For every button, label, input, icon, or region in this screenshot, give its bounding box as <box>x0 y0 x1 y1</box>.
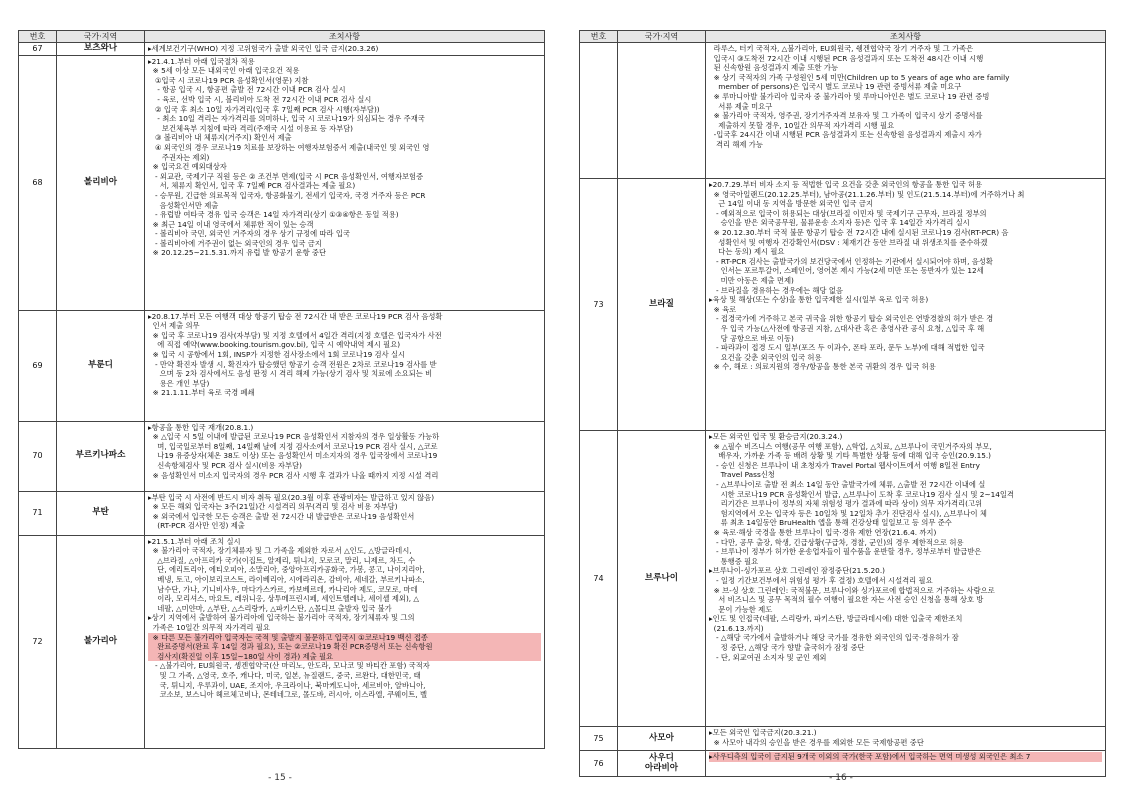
measure-line: 미만 아동은 제출 면제) <box>709 275 794 285</box>
table-row <box>580 431 1106 727</box>
header-measures: 조치사항 <box>706 31 1106 43</box>
measure-line: ③ 볼리비아 내 체류지(거주지) 확인서 제출 <box>148 133 292 143</box>
measure-line: 주권자는 제외) <box>148 152 210 162</box>
measure-line: ▸21.5.1.부터 아래 조치 실시 <box>148 536 241 546</box>
highlighted-measure-line: 완료증명서(완료 후 14일 경과 필요), 또는 ②코로나19 확진 PCR증명서 또는 신속항원 <box>148 642 541 652</box>
row-number: 68 <box>19 55 57 310</box>
measure-line: ※ 육로 <box>709 304 737 314</box>
measure-line: 통행증 필요 <box>709 556 759 566</box>
row-country: 브루나이 <box>618 431 706 727</box>
measure-line: 및 그 가족, △영국, 호주, 캐나다, 미국, 일본, 뉴질랜드, 중국, 르완다, 대한민국, 태 <box>148 670 421 680</box>
row-number <box>580 43 618 179</box>
measure-line: ※ 수, 해로 : 의료지원의 경우/항공을 통한 본국 귀환의 경우 입국 허용 <box>709 362 936 372</box>
measure-line: ※ 5세 이상 모든 내외국인 아래 입국요건 적용 <box>148 66 300 76</box>
table-row <box>19 491 545 535</box>
measure-line: ② 입국 후 최소 10일 자가격리(입국 후 7일째 PCR 검사 시행(자부담)) <box>148 104 380 114</box>
row-number: 70 <box>19 421 57 491</box>
row-country: 부탄 <box>57 491 145 535</box>
measure-line: member of persons)은 입국시 별도 코로나 19 관련 증빙서류 제출 미요구 <box>709 82 962 92</box>
row-measures <box>145 491 545 535</box>
measure-line: - 브라질을 경유하는 경우에는 해당 없음 <box>709 285 843 295</box>
measure-line: 성확인서 및 여행자 건강확인서(DSV : 체재기간 동안 브라질 내 위생조치를 준수하겠 <box>709 237 988 247</box>
page-15 <box>0 0 560 793</box>
measure-line: 인서는 포르투갈어, 스페인어, 영어본 제시 가능(2세 미만 또는 동반자가 있는 12세 <box>709 266 984 276</box>
measure-line: 신속항체검사 및 PCR 검사 실시(비용 자부담) <box>148 460 302 470</box>
measure-line: ▸상기 지역에서 출발하여 불가리아에 입국하는 불가리아 국적자, 장기체류자 및 그의 <box>148 613 415 623</box>
measure-line: 다는 동의) 제시 필요 <box>709 247 785 257</box>
measure-line: 베냉, 토고, 아이보리코스트, 라이베리아, 시에라리온, 감비아, 세네갈, 부르키나파소, <box>148 574 425 584</box>
measures-table-left <box>18 30 545 749</box>
measure-line: 으며 동 2차 검사에서도 음성 판정 시 격리 해제 가능(상기 검사 및 치료에 소요되는 비 <box>148 369 433 379</box>
measure-line: ▸21.4.1.부터 아래 입국절차 적용 <box>148 56 255 66</box>
row-number: 67 <box>19 43 57 56</box>
measure-line: 험지역에서 오는 입국자 등은 10일차 및 12일차 추가 진단검사 실시), △브루나이 체 <box>709 508 987 518</box>
measure-line: 코소보, 보스니아 헤르체고비나, 몬테네그로, 몰도바, 러시아, 이스라엘, 쿠웨이트, 벨 <box>148 690 427 700</box>
measure-line: - 볼리비아에 거주권이 없는 외국인의 경우 입국 금지 <box>148 238 322 248</box>
measure-line: 보건체육부 지침에 따라 격리(주재국 시설 이용료 등 자부담) <box>148 123 354 133</box>
measure-line: - 외교관, 국제기구 직원 등은 ② 조건부 면제(입국 시 PCR 음성확인서, 여행자보험증 <box>148 171 424 181</box>
measure-line: - 만약 확진자 발생 시, 확진자가 탑승했던 항공기 승객 전원은 2차로 코로나19 검사를 받 <box>148 359 437 369</box>
measure-line: 서류 제출 미요구 <box>709 101 773 111</box>
measure-line: - 볼리비아 국민, 외국인 거주자의 경우 상기 규정에 따라 입국 <box>148 229 350 239</box>
measure-line: ※ 외국에서 입국한 모든 승객은 출발 전 72시간 내 발급받은 코로나19 음성확인서 <box>148 511 415 521</box>
table-header-row <box>19 31 545 43</box>
measure-line: ※ 최근 14일 이내 영국에서 체류한 적이 있는 승객 <box>148 219 314 229</box>
header-country: 국가·지역 <box>618 31 706 43</box>
row-measures <box>706 727 1106 751</box>
row-measures <box>706 43 1106 179</box>
measure-line: 시한 코로나19 PCR 음성확인서 발급, △브루나이 도착 후 코로나19 검사 실시 및 2~14일격 <box>709 489 1014 499</box>
table-row <box>19 43 545 56</box>
measure-line: Travel Pass신청 <box>709 470 775 480</box>
measure-line: 우 입국 가능(△사전에 항공권 지참, △대사관 혹은 총영사관 공식 요청, △입국 후 해 <box>709 323 985 333</box>
measure-line: ▸20.8.17.부터 모든 여행객 대상 항공기 탑승 전 72시간 내 받은 코로나19 PCR 검사 음성확 <box>148 311 443 321</box>
measure-line: ※ 입국 후 코로나19 검사(자부담) 및 지정 호텔에서 4일간 격리(지정 호텔은 입국자가 사전 <box>148 330 442 340</box>
highlighted-measure-line: ※ 다른 모든 불가리아 입국자는 국적 및 출발지 불문하고 입국시 ①코로나19 백신 접종 <box>148 633 541 643</box>
row-number: 76 <box>580 751 618 777</box>
measure-line: ※ 루마니아발 불가리아 입국자 중 불가리아 및 루마니아인은 별도 코로나 19 관련 증빙 <box>709 91 990 101</box>
measure-line: ※ 육로·해상 국경을 통한 브루나이 입국·경유 제한 연장(21.6.4. 까지) <box>709 527 937 537</box>
measure-line: ▸부탄 입국 시 사전에 반드시 비자 취득 필요(20.3월 이후 관광비자는 발급하고 있지 않음) <box>148 492 435 502</box>
measure-line: - 접경국가에 거주하고 본국 귀국을 위한 항공기 탑승 외국인은 연방경찰의 허가 받은 경 <box>709 314 994 324</box>
measure-line: - 승인 신청은 브루나이 내 초청자가 Travel Portal 웹사이트에서 여행 8일전 Entry <box>709 460 980 470</box>
header-measures: 조치사항 <box>145 31 545 43</box>
row-measures <box>145 310 545 421</box>
header-number: 번호 <box>580 31 618 43</box>
measure-line: 며, 입국일로부터 8일째, 14일째 날에 지정 검사소에서 코로나19 PCR 검사 실시, △코로 <box>148 441 438 451</box>
measure-line: ▸세계보건기구(WHO) 지정 고위험국가 출발 외국인 입국 금지(20.3.26) <box>148 44 379 53</box>
row-number: 72 <box>19 535 57 748</box>
measure-line: - 승무원, 긴급한 의료목적 입국자, 항공화물기, 전세기 입국자, 국경 거주자 등은 PCR <box>148 190 426 200</box>
measure-line: -입국후 24시간 이내 시행된 PCR 음성결과지 또는 신속항원 음성결과지 제출시 자가 <box>709 130 982 140</box>
measure-line: - 육로, 선박 입국 시, 볼리비아 도착 전 72시간 이내 PCR 검사 실시 <box>148 94 372 104</box>
measure-line: ※ 20.12.25~21.5.31.까지 유럽 발 항공기 운항 중단 <box>148 248 327 258</box>
measures-table-right <box>579 30 1106 777</box>
measure-line: ▸20.7.29.부터 비자 소지 등 적법한 입국 요건을 갖춘 외국인의 항공을 통한 입국 허용 <box>709 180 983 189</box>
measure-line: - 일정 기간보건부에서 위험성 평가 후 결정) 호텔에서 시설격리 필요 <box>709 575 933 585</box>
measure-line: ※ 모든 해외 입국자는 3주(21일)간 시설격리 의무(격리 및 검사 비용 자부담) <box>148 502 398 512</box>
measure-line: - 최소 10일 격리는 자가격리를 의미하나, 입국 시 코로나19가 의심되는 경우 주재국 <box>148 114 425 124</box>
measure-line: - △불가리아, EU회원국, 솅겐협약국(산 마리노, 안도라, 모나코 및 바티칸 포함) 국적자 <box>148 661 430 671</box>
measure-line: ※ 사모아 내각의 승인을 받은 경우를 제외한 모든 국제항공편 중단 <box>709 737 924 747</box>
measure-line: ※ 불가리아 국적자, 장기체류자 및 그 가족을 제외한 자로서 △인도, △방글라데시, <box>148 546 412 556</box>
measure-line: ※ 상기 국적자의 가족 구성원인 5세 미만(Children up to 5 years of age who are family <box>709 72 1010 82</box>
measure-line: 가족은 10일간 의무적 자가격리 필요 <box>148 622 270 632</box>
row-country: 부룬디 <box>57 310 145 421</box>
measure-line: 제출하지 못할 경우, 10일간 의무적 자가격리 시행 필요 <box>709 120 895 130</box>
measure-line: - 파라과이 접경 도시 일부(포즈 두 이과수, 폰타 포라, 문두 노부)에 대해 적법한 입국 <box>709 343 985 353</box>
measure-line: 서, 체류지 확인서, 입국 후 7일째 PCR 검사결과는 제출 필요) <box>148 181 356 191</box>
measure-line: - 예외적으로 입국이 허용되는 대상(브라질 이민자 및 국제기구 근무자, 브라질 정부의 <box>709 208 987 218</box>
measure-line: ▸항공을 통한 입국 재개(20.8.1.) <box>148 422 254 432</box>
row-number: 74 <box>580 431 618 727</box>
table-row <box>580 727 1106 751</box>
measure-line: ④ 외국인의 경우 코로나19 치료를 보장하는 여행자보험증서 제출(내국인 및 외국인 영 <box>148 142 430 152</box>
measure-line: - 다만, 공무 출장, 학생, 긴급상황(구급차, 경찰, 군인)의 경우 제한적으로 허용 <box>709 537 964 547</box>
row-measures <box>145 535 545 748</box>
table-row <box>580 43 1106 179</box>
row-country <box>618 43 706 179</box>
measure-line: 입국시 ③도착전 72시간 이내 시행된 PCR 음성결과지 또는 도착전 48시간 이내 시행 <box>709 53 984 63</box>
measure-line: 남수단, 가나, 기니비사우, 마다가스카르, 카보베르데, 카나리아 제도, 코모로, 마데 <box>148 584 418 594</box>
highlighted-measure-line: 검사지(확진일 이후 15일~180일 사이 경과) 제출 필요 <box>148 652 541 662</box>
measure-line: ※ 음성확인서 미소지 입국자의 경우 PCR 검사 시행 후 결과가 나올 때까지 지정 시설 격리 <box>148 470 439 480</box>
row-number: 75 <box>580 727 618 751</box>
measure-line: 당 공항으로 바로 이동) <box>709 333 794 343</box>
table-row <box>19 55 545 310</box>
page-16 <box>561 0 1121 793</box>
measure-line: (RT-PCR 검사만 인정) 제출 <box>148 521 245 531</box>
highlighted-measure-line: ▸사우디측의 입국이 금지된 9개국 이외의 국가(한국 포함)에서 입국하는 면역 미생성 외국인은 최소 7 <box>709 752 1102 762</box>
measure-line: 용은 개인 부담) <box>148 378 210 388</box>
measure-line: 리기간은 브루나이 정부의 자체 위험성 평가 결과에 따라 상이) 의무 자가격리(고위 <box>709 499 983 509</box>
measure-line: ▸브루나이-싱가포르 상호 그린레인 잠정중단(21.5.20.) <box>709 566 885 576</box>
measure-line: ※ 입국요건 예외대상자 <box>148 162 227 172</box>
measure-line: 인서 제출 의무 <box>148 321 200 331</box>
table-row <box>19 535 545 748</box>
row-measures <box>145 55 545 310</box>
row-country: 브라질 <box>618 179 706 431</box>
row-number: 69 <box>19 310 57 421</box>
row-country: 사우디 아라비아 <box>618 751 706 777</box>
measure-line: ※ 브-싱 상호 그린레인: 국적불문, 브루나이와 싱가포르에 합법적으로 거주하는 사람으로 <box>709 585 995 595</box>
table-row <box>19 421 545 491</box>
row-country: 사모아 <box>618 727 706 751</box>
measure-line: 승인을 받은 외국공무원, 물류운송 소지자 등)은 입국 후 14일간 자가격리 실시 <box>709 218 970 228</box>
measure-line: 음성확인서만 제출 <box>148 200 219 210</box>
measure-line: 근 14일 이내 동 지역을 방문한 외국인 입국 금지 <box>709 199 873 209</box>
measure-line: ▸모든 외국인 입국금지(20.3.21.) <box>709 728 817 737</box>
measure-line: ▸육상 및 해상(또는 수상)을 통한 입국제한 실시(일부 육로 입국 허용) <box>709 295 929 305</box>
measure-line: ▸모든 외국인 입국 및 환승금지(20.3.24.) <box>709 432 843 441</box>
measure-line: - RT-PCR 검사는 출발국가의 보건당국에서 인정하는 기관에서 실시되어야 하며, 음성확 <box>709 256 993 266</box>
measure-line: 문이 가능한 제도 <box>709 604 773 614</box>
table-header-row <box>580 31 1106 43</box>
row-measures <box>706 431 1106 727</box>
measure-line: 요건을 갖춘 외국인의 입국 허용 <box>709 352 822 362</box>
measure-line: 이라, 모리셔스, 마요트, 레위니옹, 상투메프린시페, 세인트헬레나, 세이셸 제외), △ <box>148 594 420 604</box>
page-number: - 16 - <box>829 773 853 783</box>
measure-line: 네팔, △미얀마, △부탄, △스리랑카, △파키스탄, △몰디브 출발자 입국 불가 <box>148 603 392 613</box>
measure-line: 된 신속항원 음성결과지 제출 또한 가능 <box>709 63 839 73</box>
measure-line: ※ △필수 비즈니스 여행(공무 여행 포함), △학업, △치료, △브루나이 국민거주자의 부모, <box>709 441 992 451</box>
measure-line: 격리 해제 가능 <box>709 139 763 149</box>
measure-line: 에 직접 예약(www.booking.tourism.gov.bi), 입국 시 예약내역 제시 필요) <box>148 340 401 350</box>
measure-line: 국, 튀니지, 우루과이, UAE, 조지아, 우크라이나, 북마케도니아, 세르비아, 알바니아, <box>148 680 426 690</box>
measure-line: ※ 영국아일랜드(20.12.25.부터), 남아공(21.1.26.부터) 및 인도(21.5.14.부터)에 거주하거나 최 <box>709 189 1025 199</box>
measure-line: - 항공 입국 시, 항공편 출발 전 72시간 이내 PCR 검사 실시 <box>148 85 346 95</box>
measure-line: △브라질, △아프리카 국가(이집트, 알제리, 튀니지, 모로코, 말리, 니제르, 차드, 수 <box>148 555 416 565</box>
row-measures <box>706 179 1106 431</box>
row-number: 73 <box>580 179 618 431</box>
header-number: 번호 <box>19 31 57 43</box>
table-row <box>19 310 545 421</box>
measure-line: - 브루나이 정부가 허가한 운송업자들이 필수품을 운반할 경우, 정부로부터 발급받은 <box>709 547 982 557</box>
measure-line: - △브루나이로 출발 전 최소 14일 동안 출발국가에 체류, △출발 전 72시간 이내에 실 <box>709 479 986 489</box>
measure-line: 나19 유증상자(체온 38도 이상) 또는 음성확인서 미소지자의 경우 입국장에서 코로나19 <box>148 451 438 461</box>
measure-line: - △해당 국가에서 출발하거나 해당 국가를 경유한 외국인의 입국·경유허가 잠 <box>709 633 959 643</box>
row-country: 보츠와나 <box>57 43 145 56</box>
measure-line: ※ 입국 시 공항에서 1회, INSP가 지정한 검사장소에서 1회 코로나19 검사 실시 <box>148 349 406 359</box>
row-number: 71 <box>19 491 57 535</box>
measure-line: - 유럽발 여타국 경유 입국 승객은 14일 자가격리(상기 ①③④항은 동일 적용) <box>148 210 399 220</box>
measure-line: ※ 20.12.30.부터 국적 불문 항공기 탑승 전 72시간 내에 실시된 코로나19 검사(RT-PCR) 음 <box>709 227 1009 237</box>
measure-line: 단, 에리트리아, 에티오피아, 소말리아, 중앙아프리카공화국, 가봉, 콩고, 나이지리아, <box>148 565 425 575</box>
measure-line: 정 중단, △해당 국가 향발 출국허가 잠정 중단 <box>709 643 865 653</box>
header-country: 국가·지역 <box>57 31 145 43</box>
row-country: 볼리비아 <box>57 55 145 310</box>
row-country: 부르키나파소 <box>57 421 145 491</box>
measure-line: 류 최초 14일동안 BruHealth 앱을 통해 건강상태 일일보고 등 의무 준수 <box>709 518 952 528</box>
page-number: - 15 - <box>268 773 292 783</box>
measure-line: 라루스, 터키 국적자, △불가리아, EU회원국, 쉥겐협약국 장기 거주자 및 그 가족은 <box>709 44 974 53</box>
measure-line: ※ 21.1.11.부터 육로 국경 폐쇄 <box>148 388 255 398</box>
row-measures <box>145 43 545 56</box>
measure-line: ①입국 시 코로나19 PCR 음성확인서(영문) 지참 <box>148 75 309 85</box>
measure-line: ▸인도 및 인접국(네팔, 스리랑카, 파키스탄, 방글라데시에) 대한 입출국 제한조치 <box>709 614 963 624</box>
measure-line: - 단, 외교여권 소지자 및 군인 제외 <box>709 652 827 662</box>
measure-line: ※ △입국 시 5일 이내에 발급된 코로나19 PCR 음성확인서 지참자의 경우 일상활동 가능하 <box>148 432 440 442</box>
measure-line: 서 비즈니스 및 공무 목적의 필수 여행이 필요한 자는 사전 승인 신청을 통해 상호 방 <box>709 595 984 605</box>
measure-line: ※ 불가리아 국적자, 영주권, 장기거주자격 보유자 및 그 가족이 입국시 상기 증명서를 <box>709 111 983 121</box>
measure-line: 배우자, 가까운 가족 등 배려 상황 및 기타 특별한 상황 등에 대해 입국 승인(20.9.15.) <box>709 451 992 461</box>
table-row <box>580 179 1106 431</box>
row-measures <box>145 421 545 491</box>
row-country: 불가리아 <box>57 535 145 748</box>
measure-line: (21.6.13.까지) <box>709 623 764 633</box>
